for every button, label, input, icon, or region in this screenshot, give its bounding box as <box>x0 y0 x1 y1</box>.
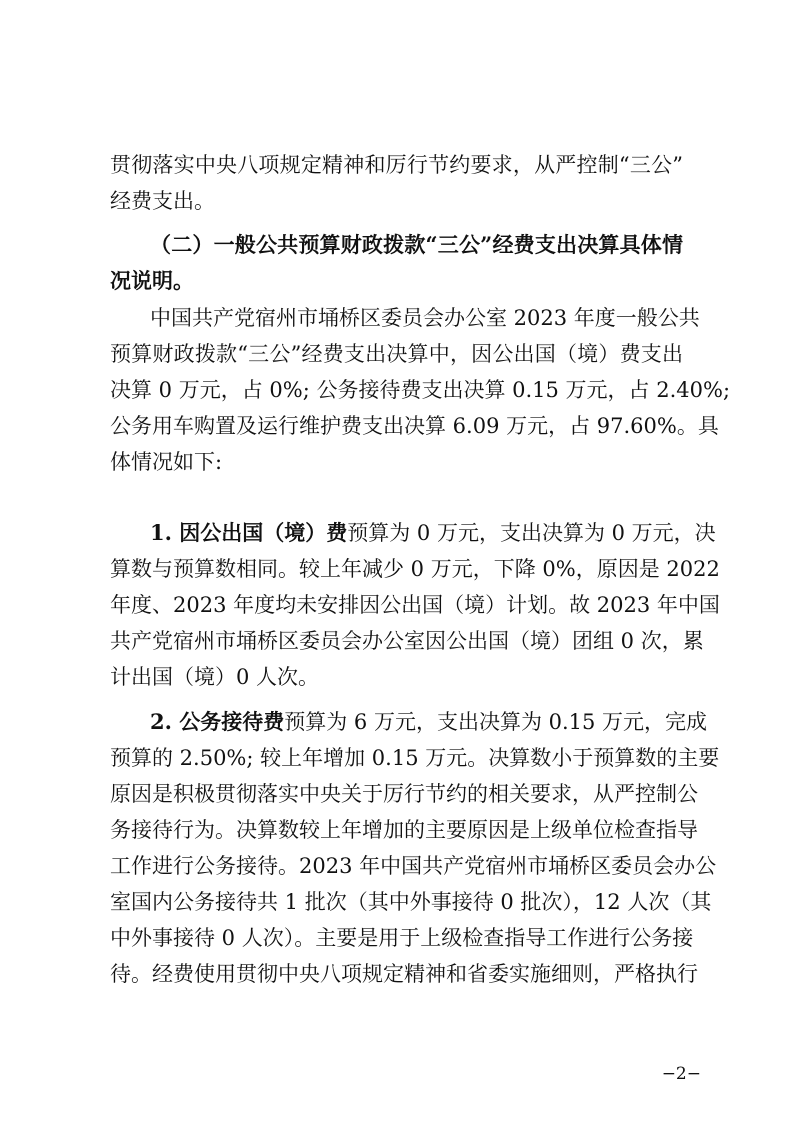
paragraph-line: 预算财政拨款“三公”经费支出决算中，因公出国（境）费支出 <box>110 342 683 366</box>
paragraph-line: 体情况如下: <box>110 450 223 474</box>
item-text: 预算为 6 万元，支出决算为 0.15 万元，完成 <box>284 710 708 734</box>
page-number: −2− <box>661 1064 701 1084</box>
section-heading: 况说明。 <box>110 268 194 293</box>
paragraph-line: 中外事接待 0 人次）。主要是用于上级检查指导工作进行公务接 <box>110 926 694 950</box>
paragraph-line: 公务用车购置及运行维护费支出决算 6.09 万元，占 97.60%。具 <box>110 414 719 438</box>
paragraph-line: 中国共产党宿州市埇桥区委员会办公室 2023 年度一般公共 <box>150 306 700 330</box>
paragraph-line: 共产党宿州市埇桥区委员会办公室因公出国（境）团组 0 次，累 <box>110 629 704 653</box>
item-label: 2. 公务接待费 <box>150 709 285 734</box>
paragraph-line <box>150 518 716 548</box>
paragraph-line: 经费支出。 <box>110 189 215 213</box>
item-label: 1. 因公出国（境）费 <box>150 520 348 545</box>
paragraph-line: 贯彻落实中央八项规定精神和厉行节约要求，从严控制“三公” <box>110 153 683 177</box>
paragraph-line: 算数与预算数相同。较上年减少 0 万元，下降 0%，原因是 2022 <box>110 557 720 581</box>
paragraph-line: 计出国（境）0 人次。 <box>110 665 320 689</box>
paragraph-line: 决算 0 万元，占 0%; 公务接待费支出决算 0.15 万元，占 2.40%; <box>110 378 731 402</box>
paragraph-line: 工作进行公务接待。2023 年中国共产党宿州市埇桥区委员会办公 <box>110 854 717 878</box>
paragraph-line <box>150 707 708 737</box>
paragraph-line: 待。经费使用贯彻中央八项规定精神和省委实施细则，严格执行 <box>110 962 698 986</box>
section-heading: （二）一般公共预算财政拨款“三公”经费支出决算具体情 <box>150 232 683 257</box>
paragraph-line: 预算的 2.50%; 较上年增加 0.15 万元。决算数小于预算数的主要 <box>110 746 720 770</box>
paragraph-line: 务接待行为。决算数较上年增加的主要原因是上级单位检查指导 <box>110 818 698 842</box>
paragraph-line: 年度、2023 年度均未安排因公出国（境）计划。故 2023 年中国 <box>110 593 720 617</box>
paragraph-line: 室国内公务接待共 1 批次（其中外事接待 0 批次），12 人次（其 <box>110 890 712 914</box>
item-text: 预算为 0 万元，支出决算为 0 万元，决 <box>347 521 716 545</box>
paragraph-line: 原因是积极贯彻落实中央关于厉行节约的相关要求，从严控制公 <box>110 782 698 806</box>
